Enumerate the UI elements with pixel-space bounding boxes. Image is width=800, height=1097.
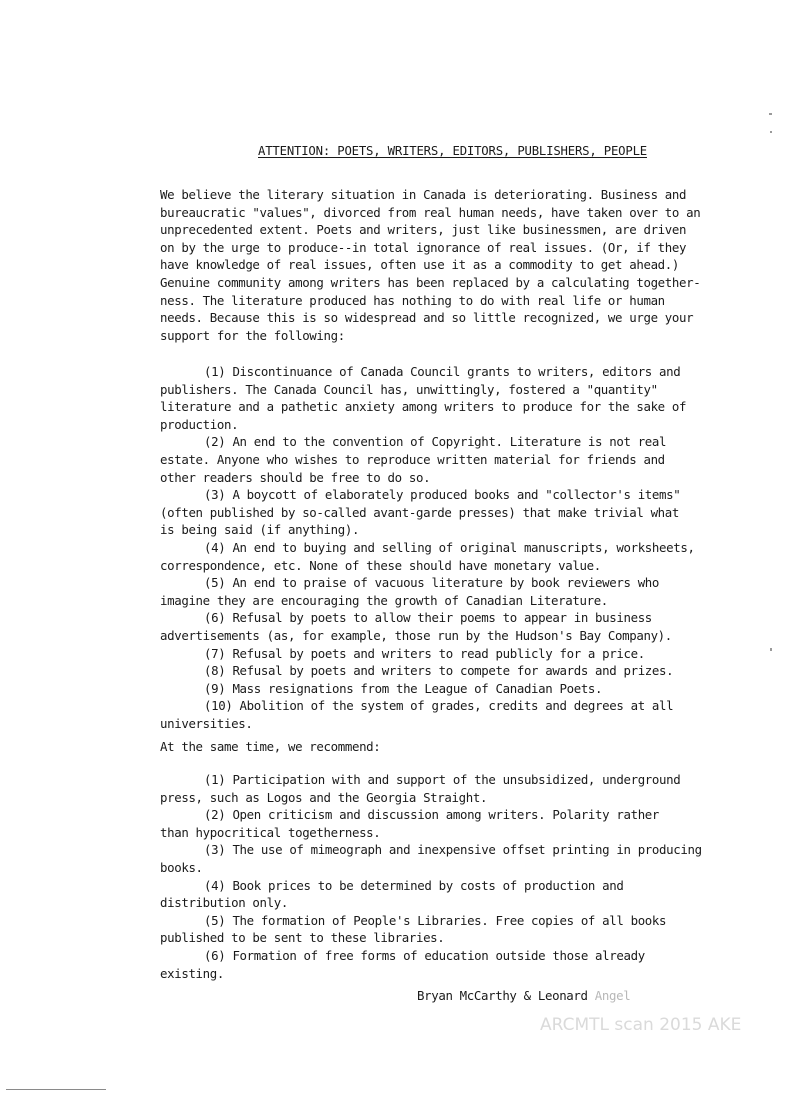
demand-item bbox=[160, 609, 796, 644]
demand-item-continuation-line: correspondence, etc. None of these should have monetary value. bbox=[160, 557, 601, 573]
recommendation-item bbox=[160, 912, 796, 947]
recommendation-item-continuation-line: than hypocritical togetherness. bbox=[160, 824, 381, 840]
recommendation-item-first-line: (5) The formation of People's Libraries. Free copies of all books bbox=[204, 912, 667, 928]
archive-watermark: ARCMTL scan 2015 AKE bbox=[540, 1015, 742, 1035]
demand-item bbox=[160, 486, 796, 539]
demand-item bbox=[160, 433, 796, 486]
demand-item bbox=[160, 574, 796, 609]
recommendation-item-continuation-line: press, such as Logos and the Georgia Straight. bbox=[160, 789, 488, 805]
demand-item bbox=[160, 645, 796, 663]
scan-edge-mark bbox=[6, 1089, 106, 1090]
page-title: ATTENTION: POETS, WRITERS, EDITORS, PUBLISHERS, PEOPLE bbox=[258, 144, 647, 158]
demand-item-first-line: (2) An end to the convention of Copyright. Literature is not real bbox=[204, 434, 667, 450]
recommendation-item-continuation-line: books. bbox=[160, 859, 203, 875]
signature bbox=[417, 988, 630, 1003]
demand-item-continuation-line: estate. Anyone who wishes to reproduce written material for friends and bbox=[160, 451, 665, 467]
intro-line: on by the urge to produce--in total ignorance of real issues. (Or, if they bbox=[160, 239, 687, 255]
recommendation-item bbox=[160, 806, 796, 841]
recommendation-item-first-line: (6) Formation of free forms of education outside those already bbox=[204, 947, 645, 963]
scan-speck bbox=[770, 648, 772, 651]
demand-item-first-line: (10) Abolition of the system of grades, credits and degrees at all bbox=[204, 698, 674, 714]
demand-item-first-line: (8) Refusal by poets and writers to compete for awards and prizes. bbox=[204, 663, 674, 679]
demand-item-first-line: (6) Refusal by poets to allow their poems to appear in business bbox=[204, 610, 652, 626]
signature-names: Bryan McCarthy & Leonard bbox=[417, 988, 588, 1003]
recommendation-item-first-line: (3) The use of mimeograph and inexpensive offset printing in producing bbox=[204, 842, 702, 858]
demand-item bbox=[160, 680, 796, 698]
intro-line: Genuine community among writers has been replaced by a calculating together- bbox=[160, 274, 701, 290]
demand-item-continuation-line: is being said (if anything). bbox=[160, 522, 360, 538]
recommend-lead: At the same time, we recommend: bbox=[160, 739, 381, 754]
recommendation-item-continuation-line: published to be sent to these libraries. bbox=[160, 930, 445, 946]
demand-item-first-line: (1) Discontinuance of Canada Council grants to writers, editors and bbox=[204, 364, 681, 379]
demand-item bbox=[160, 697, 796, 732]
demand-item bbox=[160, 539, 796, 574]
recommendation-item bbox=[160, 771, 796, 806]
demand-item bbox=[160, 363, 796, 433]
demands-list bbox=[160, 363, 796, 732]
demand-item-first-line: (5) An end to praise of vacuous literature by book reviewers who bbox=[204, 575, 660, 591]
recommendation-item bbox=[160, 947, 796, 982]
demand-item-continuation-line: production. bbox=[160, 416, 239, 432]
demand-item-first-line: (7) Refusal by poets and writers to read publicly for a price. bbox=[204, 645, 645, 661]
intro-line: needs. Because this is so widespread and so little recognized, we urge your bbox=[160, 310, 694, 326]
intro-line: We believe the literary situation in Canada is deteriorating. Business and bbox=[160, 187, 687, 202]
intro-line: unprecedented extent. Poets and writers, just like businessmen, are driven bbox=[160, 222, 687, 238]
demand-item bbox=[160, 662, 796, 680]
signature-faded-name: Angel bbox=[594, 988, 631, 1003]
intro-line: bureaucratic "values", divorced from real human needs, have taken over to an bbox=[160, 204, 701, 220]
scan-speck bbox=[770, 131, 772, 133]
recommendation-item-continuation-line: existing. bbox=[160, 965, 224, 981]
intro-line: have knowledge of real issues, often use it as a commodity to get ahead.) bbox=[160, 257, 680, 273]
demand-item-continuation-line: other readers should be free to do so. bbox=[160, 469, 431, 485]
demand-item-continuation-line: advertisements (as, for example, those run by the Hudson's Bay Company). bbox=[160, 627, 672, 643]
recommendation-item-first-line: (4) Book prices to be determined by costs of production and bbox=[204, 877, 624, 893]
demand-item-first-line: (4) An end to buying and selling of original manuscripts, worksheets, bbox=[204, 539, 695, 555]
demand-item-continuation-line: (often published by so-called avant-garde presses) that make trivial what bbox=[160, 504, 680, 520]
intro-paragraph bbox=[160, 186, 796, 344]
intro-line: support for the following: bbox=[160, 327, 345, 343]
recommendation-item-first-line: (2) Open criticism and discussion among writers. Polarity rather bbox=[204, 807, 660, 823]
recommendation-item bbox=[160, 841, 796, 876]
recommendation-item-first-line: (1) Participation with and support of the unsubsidized, underground bbox=[204, 772, 681, 787]
demand-item-first-line: (3) A boycott of elaborately produced books and "collector's items" bbox=[204, 487, 681, 503]
demand-item-first-line: (9) Mass resignations from the League of Canadian Poets. bbox=[204, 680, 603, 696]
demand-item-continuation-line: literature and a pathetic anxiety among writers to produce for the sake of bbox=[160, 399, 687, 415]
recommendation-item bbox=[160, 877, 796, 912]
intro-line: ness. The literature produced has nothing to do with real life or human bbox=[160, 292, 665, 308]
demand-item-continuation-line: publishers. The Canada Council has, unwittingly, fostered a "quantity" bbox=[160, 381, 658, 397]
scan-speck bbox=[769, 113, 772, 115]
demand-item-continuation-line: universities. bbox=[160, 715, 253, 731]
recommendation-item-continuation-line: distribution only. bbox=[160, 895, 288, 911]
recommendations-list bbox=[160, 771, 796, 982]
demand-item-continuation-line: imagine they are encouraging the growth of Canadian Literature. bbox=[160, 592, 608, 608]
